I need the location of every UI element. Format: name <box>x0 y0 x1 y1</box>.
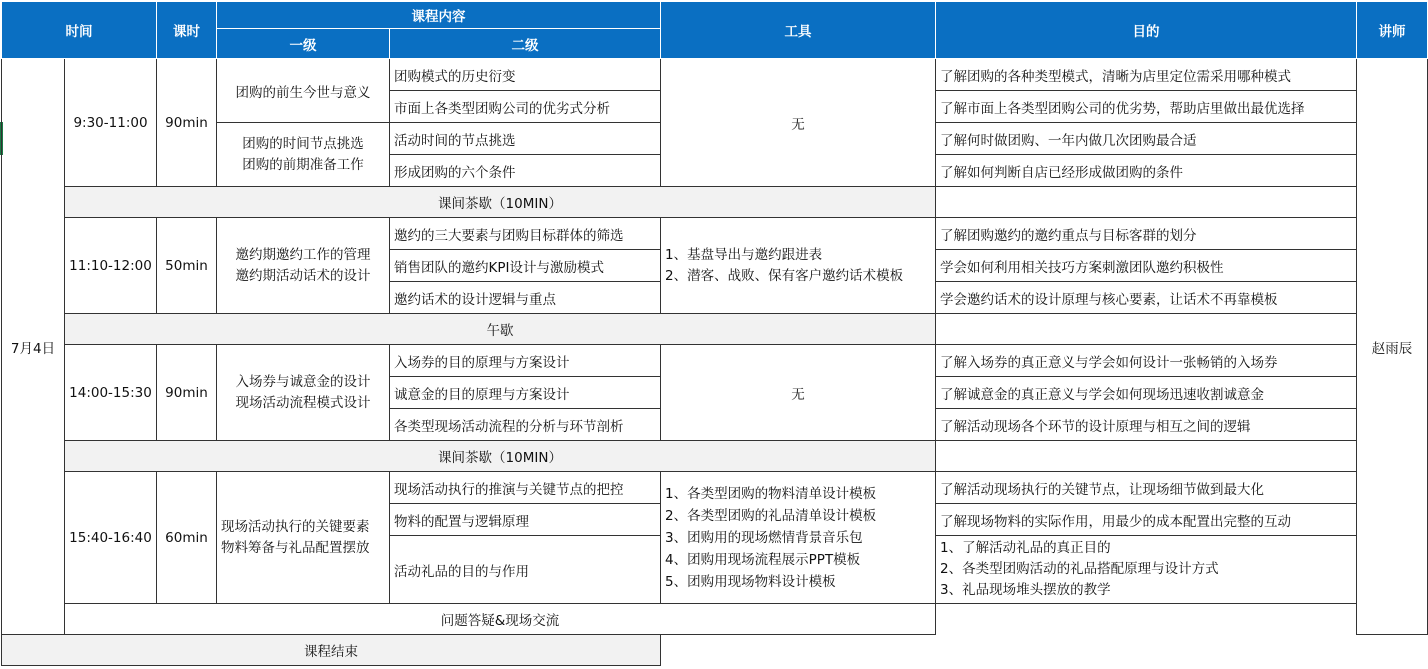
level1-line: 邀约期邀约工作的管理 <box>235 246 371 263</box>
hours-cell: 60min <box>157 472 217 604</box>
level2-cell: 邀约话术的设计逻辑与重点 <box>390 282 661 314</box>
level2-cell: 团购模式的历史衍变 <box>390 59 661 91</box>
tools-line: 5、团购用现场物料设计模板 <box>665 573 836 590</box>
tools-cell <box>661 472 936 604</box>
level2-cell: 各类型现场活动流程的分析与环节剖析 <box>390 409 661 441</box>
time-cell: 11:10-12:00 <box>65 218 157 314</box>
level1-line: 物料筹备与礼品配置摆放 <box>221 539 370 556</box>
hours-cell: 90min <box>157 59 217 187</box>
lecturer-cell: 赵雨辰 <box>1357 59 1428 635</box>
break-row: 课间茶歇（10MIN） <box>65 441 936 472</box>
header-purpose: 目的 <box>936 2 1357 59</box>
purpose-cell: 了解何时做团购、一年内做几次团购最合适 <box>936 123 1357 155</box>
level2-cell: 诚意金的目的原理与方案设计 <box>390 377 661 409</box>
level1-line: 团购的前期准备工作 <box>242 156 364 173</box>
header-hours: 课时 <box>157 2 217 59</box>
level2-cell: 活动礼品的目的与作用 <box>390 536 661 604</box>
time-cell: 15:40-16:40 <box>65 472 157 604</box>
header-level2: 二级 <box>390 29 661 59</box>
level1-line: 入场券与诚意金的设计 <box>235 373 371 390</box>
level2-cell: 现场活动执行的推演与关键节点的把控 <box>390 472 661 504</box>
tools-line: 3、团购用的现场燃情背景音乐包 <box>665 529 863 546</box>
level1-cell: 团购的前生今世与意义 <box>217 59 390 123</box>
level1-cell <box>217 472 390 604</box>
course-schedule-table <box>1 1 1428 666</box>
level2-cell: 入场券的目的原理与方案设计 <box>390 345 661 377</box>
header-lecturer: 讲师 <box>1357 2 1428 59</box>
purpose-line: 3、礼品现场堆头摆放的教学 <box>940 582 1111 598</box>
level2-cell: 形成团购的六个条件 <box>390 155 661 187</box>
level2-cell: 邀约的三大要素与团购目标群体的筛选 <box>390 218 661 250</box>
purpose-cell: 学会如何利用相关技巧方案刺激团队邀约积极性 <box>936 250 1357 282</box>
tools-line: 4、团购用现场流程展示PPT模板 <box>665 551 861 568</box>
purpose-cell: 了解入场券的真正意义与学会如何设计一张畅销的入场券 <box>936 345 1357 377</box>
header-tools: 工具 <box>661 2 936 59</box>
tools-line: 2、潜客、战败、保有客户邀约话术模板 <box>665 267 904 284</box>
hours-cell: 90min <box>157 345 217 441</box>
lunch-row: 午歇 <box>65 314 936 345</box>
purpose-cell: 了解团购邀约的邀约重点与目标客群的划分 <box>936 218 1357 250</box>
purpose-line: 1、了解活动礼品的真正目的 <box>940 540 1111 556</box>
tools-line: 1、各类型团购的物料清单设计模板 <box>665 485 877 502</box>
hours-cell: 50min <box>157 218 217 314</box>
level1-cell <box>217 345 390 441</box>
header-time: 时间 <box>2 2 157 59</box>
level1-line: 现场活动执行的关键要素 <box>221 518 370 535</box>
level1-line: 邀约期活动话术的设计 <box>235 267 371 284</box>
level1-cell <box>217 123 390 187</box>
qa-row: 问题答疑&现场交流 <box>65 604 936 635</box>
break-row: 课间茶歇（10MIN） <box>65 187 936 218</box>
time-cell: 14:00-15:30 <box>65 345 157 441</box>
purpose-line: 2、各类型团购活动的礼品搭配原理与设计方式 <box>940 561 1219 577</box>
tools-line: 1、基盘导出与邀约跟进表 <box>665 246 823 263</box>
time-cell: 9:30-11:00 <box>65 59 157 187</box>
purpose-cell: 了解活动现场执行的关键节点，让现场细节做到最大化 <box>936 472 1357 504</box>
purpose-cell: 了解诚意金的真正意义与学会如何现场迅速收割诚意金 <box>936 377 1357 409</box>
level2-cell: 物料的配置与逻辑原理 <box>390 504 661 536</box>
level1-cell <box>217 218 390 314</box>
level1-line: 团购的时间节点挑选 <box>242 135 364 152</box>
purpose-cell: 了解市面上各类型团购公司的优劣势，帮助店里做出最优选择 <box>936 91 1357 123</box>
header-course-content: 课程内容 <box>217 2 661 29</box>
purpose-cell <box>936 536 1357 604</box>
header-level1: 一级 <box>217 29 390 59</box>
level2-cell: 销售团队的邀约KPI设计与激励模式 <box>390 250 661 282</box>
level2-cell: 活动时间的节点挑选 <box>390 123 661 155</box>
date-cell: 7月4日 <box>2 59 65 635</box>
purpose-cell: 了解如何判断自店已经形成做团购的条件 <box>936 155 1357 187</box>
tools-cell: 无 <box>661 345 936 441</box>
tools-cell: 无 <box>661 59 936 187</box>
purpose-cell: 学会邀约话术的设计原理与核心要素，让话术不再靠模板 <box>936 282 1357 314</box>
level2-cell: 市面上各类型团购公司的优劣式分析 <box>390 91 661 123</box>
purpose-cell: 了解团购的各种类型模式，清晰为店里定位需采用哪种模式 <box>936 59 1357 91</box>
end-row: 课程结束 <box>2 635 661 666</box>
tools-cell <box>661 218 936 314</box>
purpose-cell: 了解现场物料的实际作用，用最少的成本配置出完整的互动 <box>936 504 1357 536</box>
tools-line: 2、各类型团购的礼品清单设计模板 <box>665 507 877 524</box>
level1-line: 现场活动流程模式设计 <box>235 394 371 411</box>
purpose-cell: 了解活动现场各个环节的设计原理与相互之间的逻辑 <box>936 409 1357 441</box>
